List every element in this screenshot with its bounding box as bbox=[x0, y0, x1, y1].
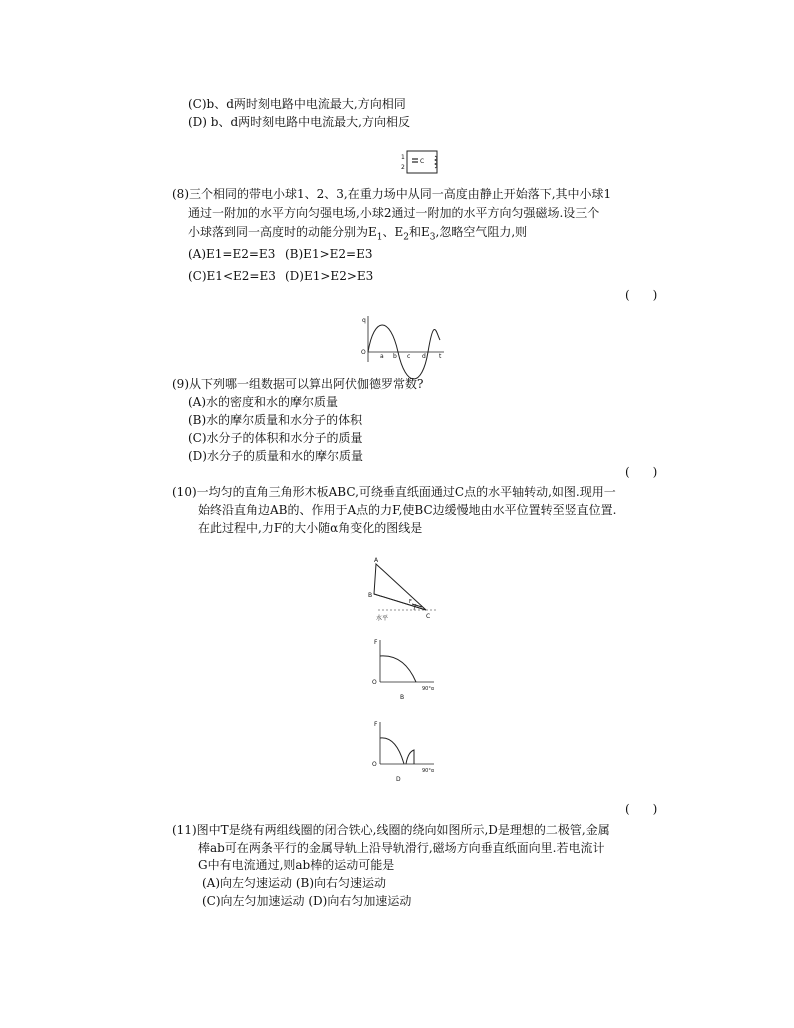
graph-label-t: t bbox=[439, 353, 442, 360]
q-t-oscillation-graph bbox=[360, 314, 450, 364]
lc-circuit-diagram bbox=[398, 148, 448, 178]
graph-option-d bbox=[370, 718, 440, 784]
q9-option-c: (C)水分子的体积和水分子的质量 bbox=[188, 431, 363, 445]
circuit-label-1: 1 bbox=[401, 154, 405, 161]
tri-label-b: B bbox=[368, 592, 373, 599]
q8-option-d: (D)E1>E2>E3 bbox=[285, 269, 374, 283]
graph-d-o: O bbox=[372, 761, 377, 768]
q8-line-2: 通过一附加的水平方向匀强电场,小球2通过一附加的水平方向匀强磁场.设三个 bbox=[188, 206, 600, 220]
q10-line-3: 在此过程中,力F的大小随α角变化的图线是 bbox=[198, 521, 423, 535]
graph-b-caption: B bbox=[400, 694, 405, 701]
q7-option-d: (D) b、d两时刻电路中电流最大,方向相反 bbox=[188, 115, 410, 129]
q11-options-cd: (C)向左匀加速运动 (D)向右匀加速运动 bbox=[202, 894, 412, 908]
q11-options-ab: (A)向左匀速运动 (B)向右匀速运动 bbox=[202, 876, 387, 890]
graph-option-b bbox=[370, 636, 440, 702]
graph-d-caption: D bbox=[396, 776, 401, 783]
graph-b-f: F bbox=[374, 639, 378, 646]
graph-d-f: F bbox=[374, 721, 378, 728]
q8-option-a: (A)E1=E2=E3 bbox=[188, 247, 276, 261]
circuit-label-c: C bbox=[420, 158, 425, 165]
q9-answer-paren: ( ) bbox=[625, 465, 658, 479]
tri-label-c: C bbox=[426, 613, 431, 620]
graph-b-x: 90°α bbox=[422, 686, 435, 692]
circuit-label-2: 2 bbox=[401, 164, 405, 171]
graph-label-q: q bbox=[362, 317, 366, 324]
graph-label-b: b bbox=[393, 353, 397, 360]
graph-label-o: O bbox=[361, 349, 366, 356]
q8-option-c: (C)E1<E2=E3 bbox=[188, 269, 276, 283]
q9-option-b: (B)水的摩尔质量和水分子的体积 bbox=[188, 413, 363, 427]
tri-label-horizontal: 水平 bbox=[376, 615, 389, 622]
graph-label-c: c bbox=[407, 353, 411, 360]
q8-line-1: (8)三个相同的带电小球1、2、3,在重力场中从同一高度由静止开始落下,其中小球1 bbox=[172, 187, 612, 201]
q11-line-2: 棒ab可在两条平行的金属导轨上沿导轨滑行,磁场方向垂直纸面向里.若电流计 bbox=[198, 841, 605, 855]
tri-label-f: F bbox=[409, 599, 412, 605]
graph-label-a: a bbox=[380, 353, 384, 360]
q8-answer-paren: ( ) bbox=[625, 288, 658, 302]
q9-line-1: (9)从下列哪一组数据可以算出阿伏伽德罗常数? bbox=[172, 377, 424, 391]
q9-option-a: (A)水的密度和水的摩尔质量 bbox=[188, 395, 339, 409]
q8-option-b: (B)E1>E2=E3 bbox=[285, 247, 373, 261]
q10-answer-paren: ( ) bbox=[625, 802, 658, 816]
tri-label-a: A bbox=[374, 557, 379, 564]
graph-d-x: 90°α bbox=[422, 768, 435, 774]
graph-label-d: d bbox=[422, 353, 426, 360]
q7-option-c: (C)b、d两时刻电路中电流最大,方向相同 bbox=[188, 97, 406, 111]
graph-b-o: O bbox=[372, 679, 377, 686]
triangle-board-diagram bbox=[366, 554, 446, 624]
q11-line-1: (11)图中T是绕有两组线圈的闭合铁心,线圈的绕向如图所示,D是理想的二极管,金属 bbox=[172, 823, 610, 837]
q10-line-1: (10)一均匀的直角三角形木板ABC,可绕垂直纸面通过C点的水平轴转动,如图.现用一 bbox=[172, 485, 616, 499]
q11-line-3: G中有电流通过,则ab棒的运动可能是 bbox=[198, 858, 395, 872]
q9-option-d: (D)水分子的质量和水的摩尔质量 bbox=[188, 449, 363, 463]
q8-line-3: 小球落到同一高度时的动能分别为$E_1$、$E_2$和$E_3$,忽略空气阻力,则 bbox=[188, 225, 528, 243]
q10-line-2: 始终沿直角边AB的、作用于A点的力F,使BC边缓慢地由水平位置转至竖直位置. bbox=[198, 503, 617, 517]
